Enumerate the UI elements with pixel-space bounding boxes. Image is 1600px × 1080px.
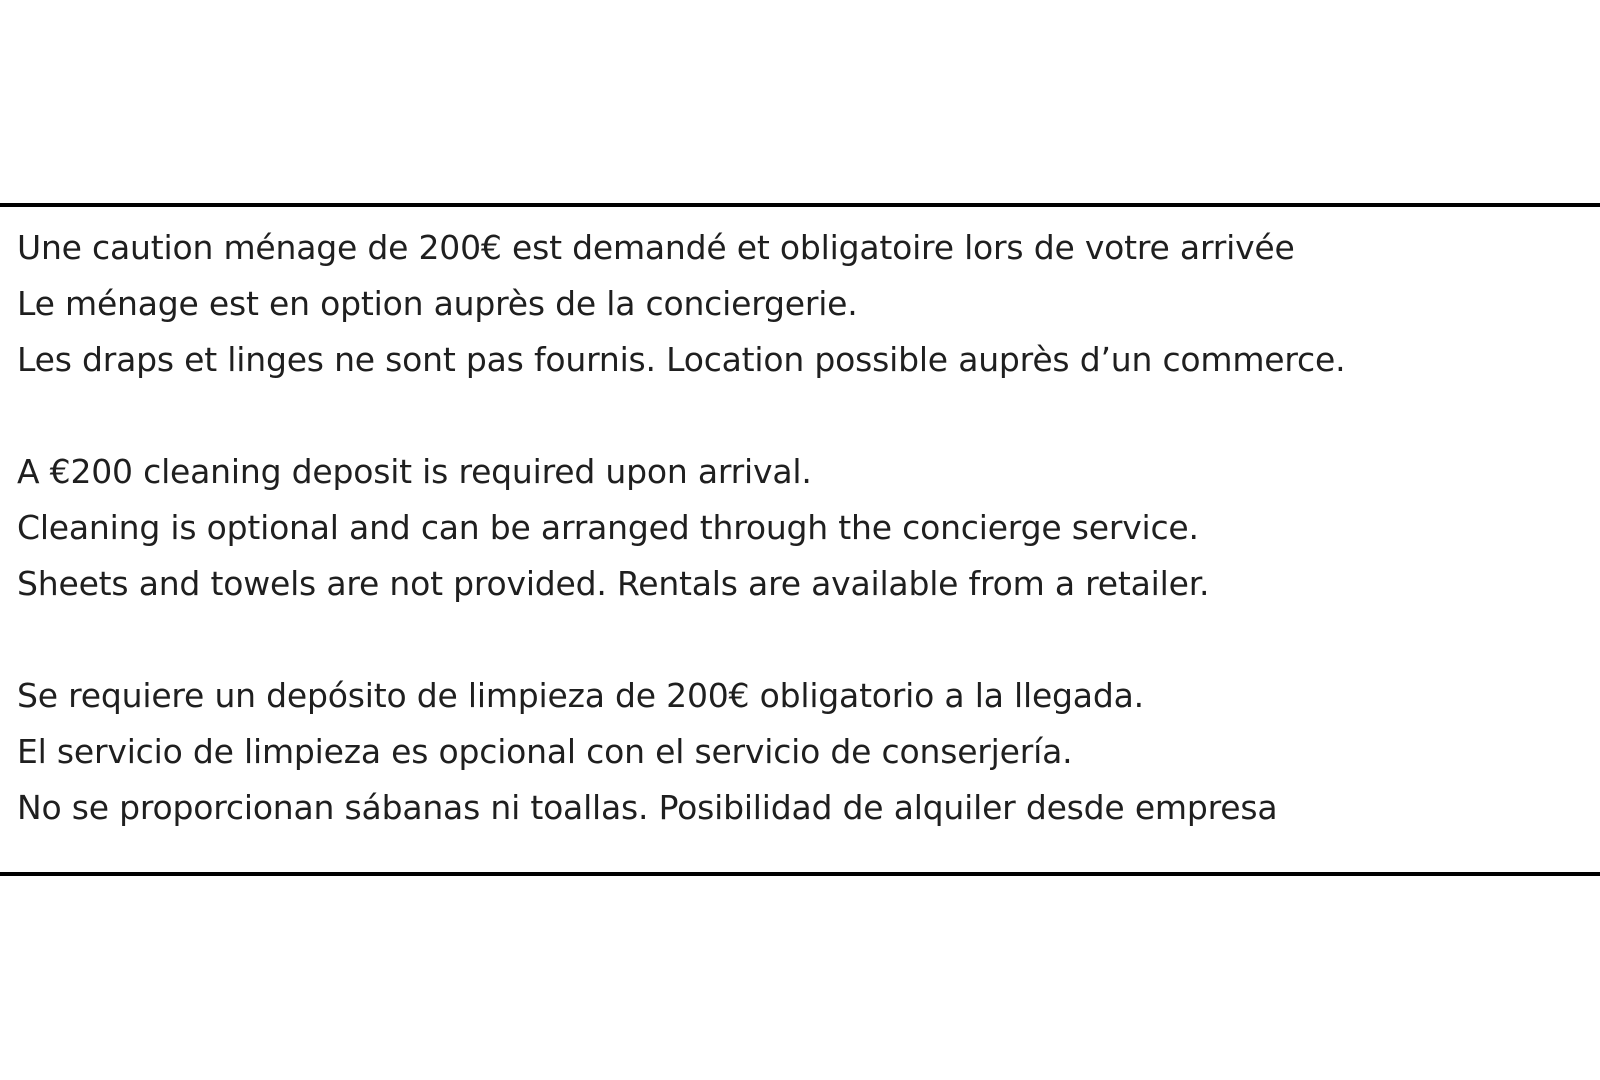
- english-line-deposit: A €200 cleaning deposit is required upon arrival.: [17, 452, 812, 491]
- top-divider: [0, 203, 1600, 207]
- english-line-linens: Sheets and towels are not provided. Rentals are available from a retailer.: [17, 564, 1210, 603]
- english-line-cleaning: Cleaning is optional and can be arranged through the concierge service.: [17, 508, 1199, 547]
- french-line-linens: Les draps et linges ne sont pas fournis. Location possible auprès d’un commerce.: [17, 340, 1346, 379]
- spanish-line-linens: No se proporcionan sábanas ni toallas. Posibilidad de alquiler desde empresa: [17, 788, 1278, 827]
- english-notice-block: [17, 444, 1587, 612]
- french-line-cleaning: Le ménage est en option auprès de la conciergerie.: [17, 284, 858, 323]
- rental-notice: [17, 220, 1587, 892]
- bottom-divider: [0, 872, 1600, 876]
- spanish-line-cleaning: El servicio de limpieza es opcional con el servicio de conserjería.: [17, 732, 1073, 771]
- french-notice-block: [17, 220, 1587, 388]
- spanish-notice-block: [17, 668, 1587, 836]
- spanish-line-deposit: Se requiere un depósito de limpieza de 200€ obligatorio a la llegada.: [17, 676, 1144, 715]
- french-line-deposit: Une caution ménage de 200€ est demandé et obligatoire lors de votre arrivée: [17, 228, 1295, 267]
